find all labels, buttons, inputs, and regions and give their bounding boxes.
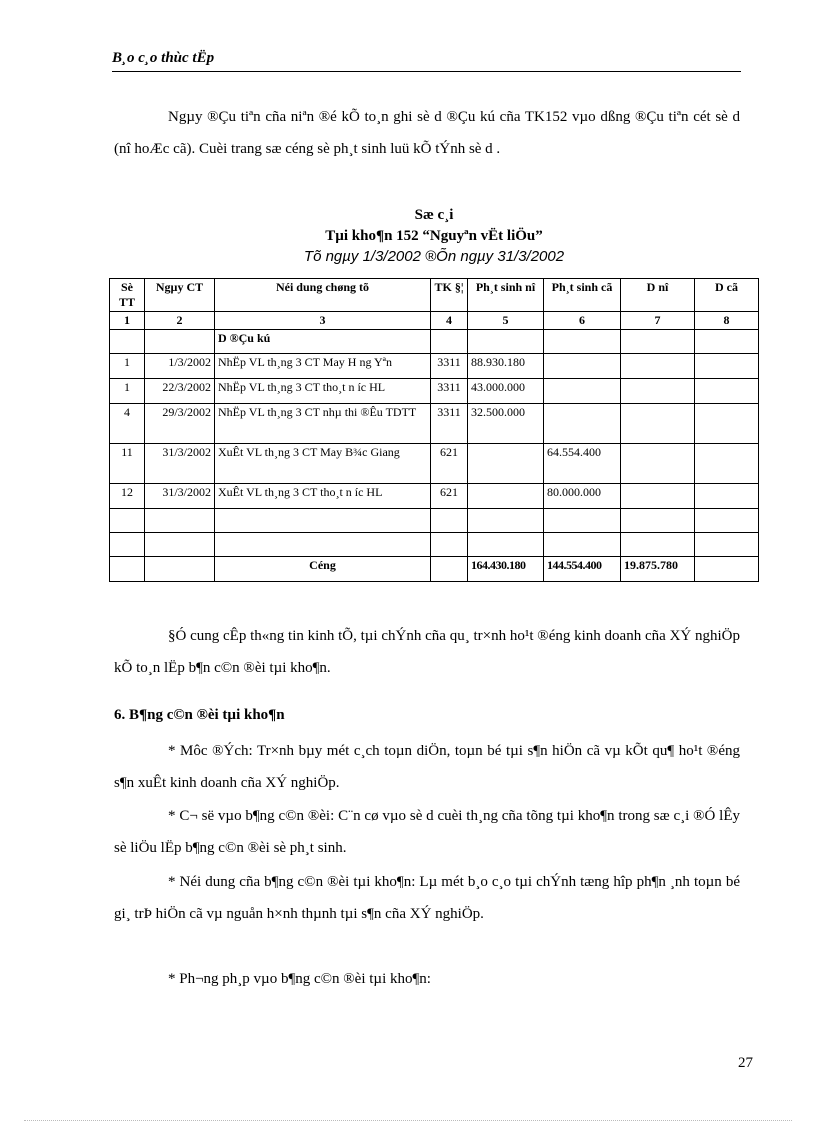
cell-account: 3311 — [431, 379, 468, 404]
ledger-title: Sæ c¸i — [414, 207, 454, 223]
column-number-row — [110, 312, 759, 330]
page-bottom-divider — [24, 1120, 792, 1121]
page-header-title: B¸o c¸o thùc tËp — [112, 50, 741, 72]
cell-credit — [544, 354, 621, 379]
page-number: 27 — [738, 1055, 753, 1071]
cell-content: NhËp VL th¸ng 3 CT May H ng Yªn — [215, 354, 431, 379]
cell-stt: 11 — [110, 444, 145, 484]
total-debit: 164.430.180 — [468, 557, 544, 582]
paragraph-after-table: §Ó cung cÊp th«ng tin kinh tÕ, tµi chÝnh cña qu¸ tr×nh ho¹t ®éng kinh doanh cña XÝ nghiÖp kÕ to¸n lËp b¶n c©n ®èi tµi kho¶n. — [114, 628, 740, 676]
col-header-content: Néi dung chøng tõ — [215, 279, 431, 312]
column-number: 8 — [695, 312, 759, 330]
section-item-method: * Ph¬ng ph¸p vµo b¶ng c©n ®èi tµi kho¶n: — [168, 971, 431, 987]
cell-credit: 64.554.400 — [544, 444, 621, 484]
column-number: 4 — [431, 312, 468, 330]
table-row — [110, 444, 759, 484]
ledger-account-title: Tµi kho¶n 152 “Nguyªn vËt liÖu” — [325, 228, 543, 244]
cell-content: NhËp VL th¸ng 3 CT tho¸t n íc HL — [215, 379, 431, 404]
table-row — [110, 354, 759, 379]
column-number: 2 — [145, 312, 215, 330]
table-row — [110, 404, 759, 444]
cell-debit — [468, 444, 544, 484]
cell-date: 31/3/2002 — [145, 484, 215, 509]
col-header-account: TK §¦ — [431, 279, 468, 312]
cell-stt: 12 — [110, 484, 145, 509]
cell-account: 3311 — [431, 354, 468, 379]
cell-date: 29/3/2002 — [145, 404, 215, 444]
section-item-content: * Néi dung cña b¶ng c©n ®èi tµi kho¶n: Lµ mét b¸o c¸o tµi chÝnh tæng hîp ph¶n ¸nh toµn bé gi¸ trÞ hiÖn cã vµ nguån h×nh thµnh tµi s¶n cña XÝ nghiÖp. — [114, 874, 740, 922]
intro-paragraph: Ngµy ®Çu tiªn cña niªn ®é kÕ to¸n ghi sè d ®Çu kú cña TK152 vµo dßng ®Çu tiªn cét sè d (nî hoÆc cã). Cuèi trang sæ céng sè ph¸t sinh luü kÕ tÝnh sè d . — [114, 109, 740, 157]
opening-balance-row — [110, 330, 759, 354]
col-header-date: Ngµy CT — [145, 279, 215, 312]
cell-debit: 32.500.000 — [468, 404, 544, 444]
section-item-purpose: * Môc ®Ých: Tr×nh bµy mét c¸ch toµn diÖn, toµn bé tµi s¶n hiÖn cã vµ kÕt qu¶ ho¹t ®éng s¶n xuÊt kinh doanh cña XÝ nghiÖp. — [114, 743, 740, 791]
cell-date: 31/3/2002 — [145, 444, 215, 484]
total-label: Céng — [215, 557, 431, 582]
total-row — [110, 557, 759, 582]
cell-credit — [544, 379, 621, 404]
empty-row — [110, 509, 759, 533]
cell-stt: 4 — [110, 404, 145, 444]
ledger-table — [109, 278, 759, 582]
col-header-balance-credit: D cã — [695, 279, 759, 312]
total-credit: 144.554.400 — [544, 557, 621, 582]
cell-account: 3311 — [431, 404, 468, 444]
col-header-balance-debit: D nî — [621, 279, 695, 312]
column-number: 6 — [544, 312, 621, 330]
cell-debit — [468, 484, 544, 509]
table-row — [110, 379, 759, 404]
cell-content: XuÊt VL th¸ng 3 CT May B¾c Giang — [215, 444, 431, 484]
column-number: 7 — [621, 312, 695, 330]
cell-stt: 1 — [110, 354, 145, 379]
cell-debit: 43.000.000 — [468, 379, 544, 404]
col-header-credit: Ph¸t sinh cã — [544, 279, 621, 312]
total-balance-debit: 19.875.780 — [621, 557, 695, 582]
cell-content: NhËp VL th¸ng 3 CT nhµ thi ®Êu TDTT — [215, 404, 431, 444]
opening-balance-label: D ®Çu kú — [215, 330, 431, 354]
column-number: 3 — [215, 312, 431, 330]
column-number: 5 — [468, 312, 544, 330]
column-number: 1 — [110, 312, 145, 330]
empty-row — [110, 533, 759, 557]
table-row — [110, 484, 759, 509]
cell-account: 621 — [431, 484, 468, 509]
section-item-basis: * C¬ së vµo b¶ng c©n ®èi: C¨n cø vµo sè d cuèi th¸ng cña tõng tµi kho¶n trong sæ c¸i ®Ó lÊy sè liÖu lËp b¶ng c©n ®èi sè ph¸t sinh. — [114, 808, 740, 856]
cell-date: 22/3/2002 — [145, 379, 215, 404]
cell-content: XuÊt VL th¸ng 3 CT tho¸t n íc HL — [215, 484, 431, 509]
cell-debit: 88.930.180 — [468, 354, 544, 379]
cell-credit — [544, 404, 621, 444]
cell-date: 1/3/2002 — [145, 354, 215, 379]
col-header-debit: Ph¸t sinh nî — [468, 279, 544, 312]
ledger-period: Tõ ngµy 1/3/2002 ®Õn ngµy 31/3/2002 — [303, 248, 565, 265]
col-header-stt: Sè TT — [110, 279, 145, 312]
cell-account: 621 — [431, 444, 468, 484]
cell-stt: 1 — [110, 379, 145, 404]
cell-credit: 80.000.000 — [544, 484, 621, 509]
section-heading: 6. B¶ng c©n ®èi tµi kho¶n — [114, 707, 285, 723]
ledger-header-row — [110, 279, 759, 312]
